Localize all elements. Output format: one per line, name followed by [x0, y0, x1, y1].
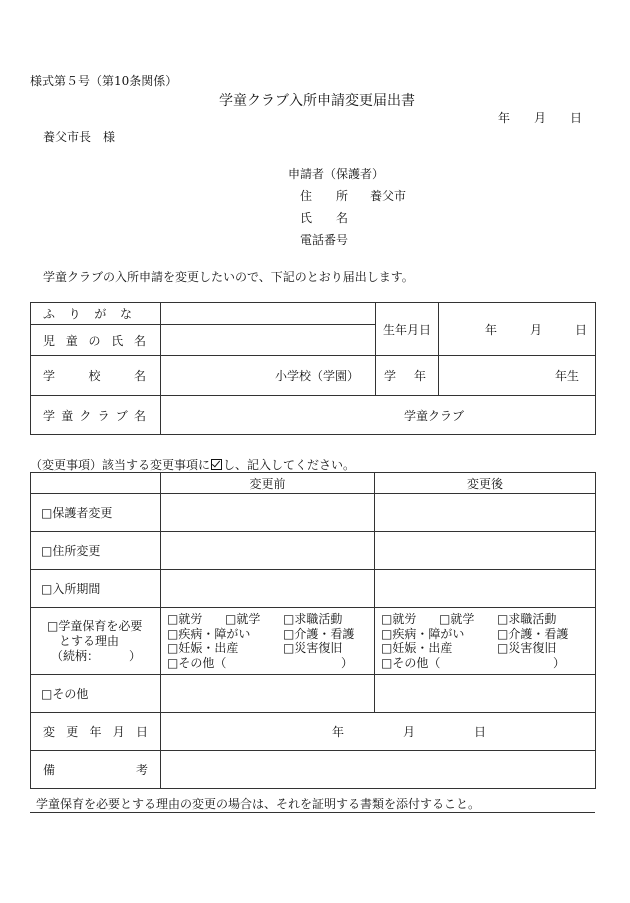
guardian-before-field[interactable] — [161, 494, 375, 532]
applicant-phone-label: 電話番号 — [300, 233, 349, 247]
remarks-field[interactable] — [161, 751, 596, 789]
period-after-field[interactable] — [375, 570, 596, 608]
child-name-label: 児 童 の 氏 名 — [31, 325, 161, 356]
dob-label: 生年月日 — [376, 303, 439, 356]
address-before-field[interactable] — [161, 532, 375, 570]
change-date-field[interactable]: 年 月 日 — [161, 713, 596, 751]
change-date-label: 変 更 年 月 日 — [31, 713, 161, 751]
guardian-change-checkbox[interactable]: □保護者変更 — [31, 494, 161, 532]
reason-change-checkbox[interactable]: □学童保育を必要 とする理由 （続柄： ） — [31, 608, 161, 675]
reason-after-pregnancy: □妊娠・出産 — [381, 641, 453, 655]
reason-after-illness: □疾病・障がい — [381, 626, 465, 641]
form-number: 様式第５号（第10条関係） — [30, 74, 178, 88]
reason-after-disaster: □災害復旧 — [497, 641, 557, 655]
change-caption: （変更事項）該当する変更事項に し、記入してください。 — [30, 458, 356, 472]
form-title: 学童クラブ入所申請変更届出書 — [219, 93, 415, 109]
reason-before-care: □介護・看護 — [283, 626, 355, 641]
other-change-checkbox[interactable]: □その他 — [31, 675, 161, 713]
reason-after-study: □就学 — [439, 612, 475, 626]
reason-before-work: □就労 — [167, 612, 203, 626]
reason-before-options[interactable]: □就労 □就学 □求職活動 □疾病・障がい □介護・看護 □妊娠・出産 □災害復旧 □その他（ ） — [161, 608, 375, 675]
applicant-name-label: 氏 名 — [300, 211, 349, 225]
reason-after-work: □就労 — [381, 612, 417, 626]
applicant-address-value[interactable]: 養父市 — [370, 189, 407, 203]
grade-field[interactable]: 年生 — [439, 356, 596, 396]
intro-text: 学童クラブの入所申請を変更したいので、下記のとおり届出します。 — [43, 270, 414, 284]
other-after-field[interactable] — [375, 675, 596, 713]
addressee: 養父市長 様 — [43, 130, 116, 144]
address-change-checkbox[interactable]: □住所変更 — [31, 532, 161, 570]
reason-before-jobhunt: □求職活動 — [283, 612, 343, 626]
school-label: 学 校 名 — [31, 356, 161, 396]
applicant-address-label: 住 所 — [300, 189, 349, 203]
reason-before-illness: □疾病・障がい — [167, 626, 251, 641]
reason-before-pregnancy: □妊娠・出産 — [167, 641, 239, 655]
reason-before-study: □就学 — [225, 612, 261, 626]
reason-after-other: □その他（ — [381, 655, 441, 670]
reason-before-other: □その他（ — [167, 655, 227, 670]
child-name-field[interactable] — [161, 325, 376, 356]
furigana-field[interactable] — [161, 303, 376, 325]
reason-after-options[interactable]: □就労 □就学 □求職活動 □疾病・障がい □介護・看護 □妊娠・出産 □災害復旧 □その他（ ） — [375, 608, 596, 675]
reason-after-jobhunt: □求職活動 — [497, 612, 557, 626]
footnote-divider — [30, 812, 595, 813]
club-field[interactable]: 学童クラブ — [161, 396, 596, 435]
dob-field[interactable]: 年 月 日 — [439, 303, 596, 356]
period-change-checkbox[interactable]: □入所期間 — [31, 570, 161, 608]
school-field[interactable]: 小学校（学園） — [161, 356, 376, 396]
furigana-label: ふ り が な — [31, 303, 161, 325]
reason-before-disaster: □災害復旧 — [283, 641, 343, 655]
grade-label: 学 年 — [376, 356, 439, 396]
other-before-field[interactable] — [161, 675, 375, 713]
submission-date: 年 月 日 — [498, 111, 583, 125]
remarks-label: 備 考 — [31, 751, 161, 789]
address-after-field[interactable] — [375, 532, 596, 570]
child-info-table — [30, 302, 596, 435]
change-table — [30, 472, 596, 789]
reason-after-care: □介護・看護 — [497, 626, 569, 641]
guardian-after-field[interactable] — [375, 494, 596, 532]
period-before-field[interactable] — [161, 570, 375, 608]
col-after-header: 変更後 — [375, 473, 596, 494]
applicant-heading: 申請者（保護者） — [288, 167, 385, 181]
col-before-header: 変更前 — [161, 473, 375, 494]
change-header-blank — [31, 473, 161, 494]
checkmark-icon — [211, 459, 222, 470]
club-label: 学 童 ク ラ ブ 名 — [31, 396, 161, 435]
footnote: 学童保育を必要とする理由の変更の場合は、それを証明する書類を添付すること。 — [36, 797, 481, 811]
